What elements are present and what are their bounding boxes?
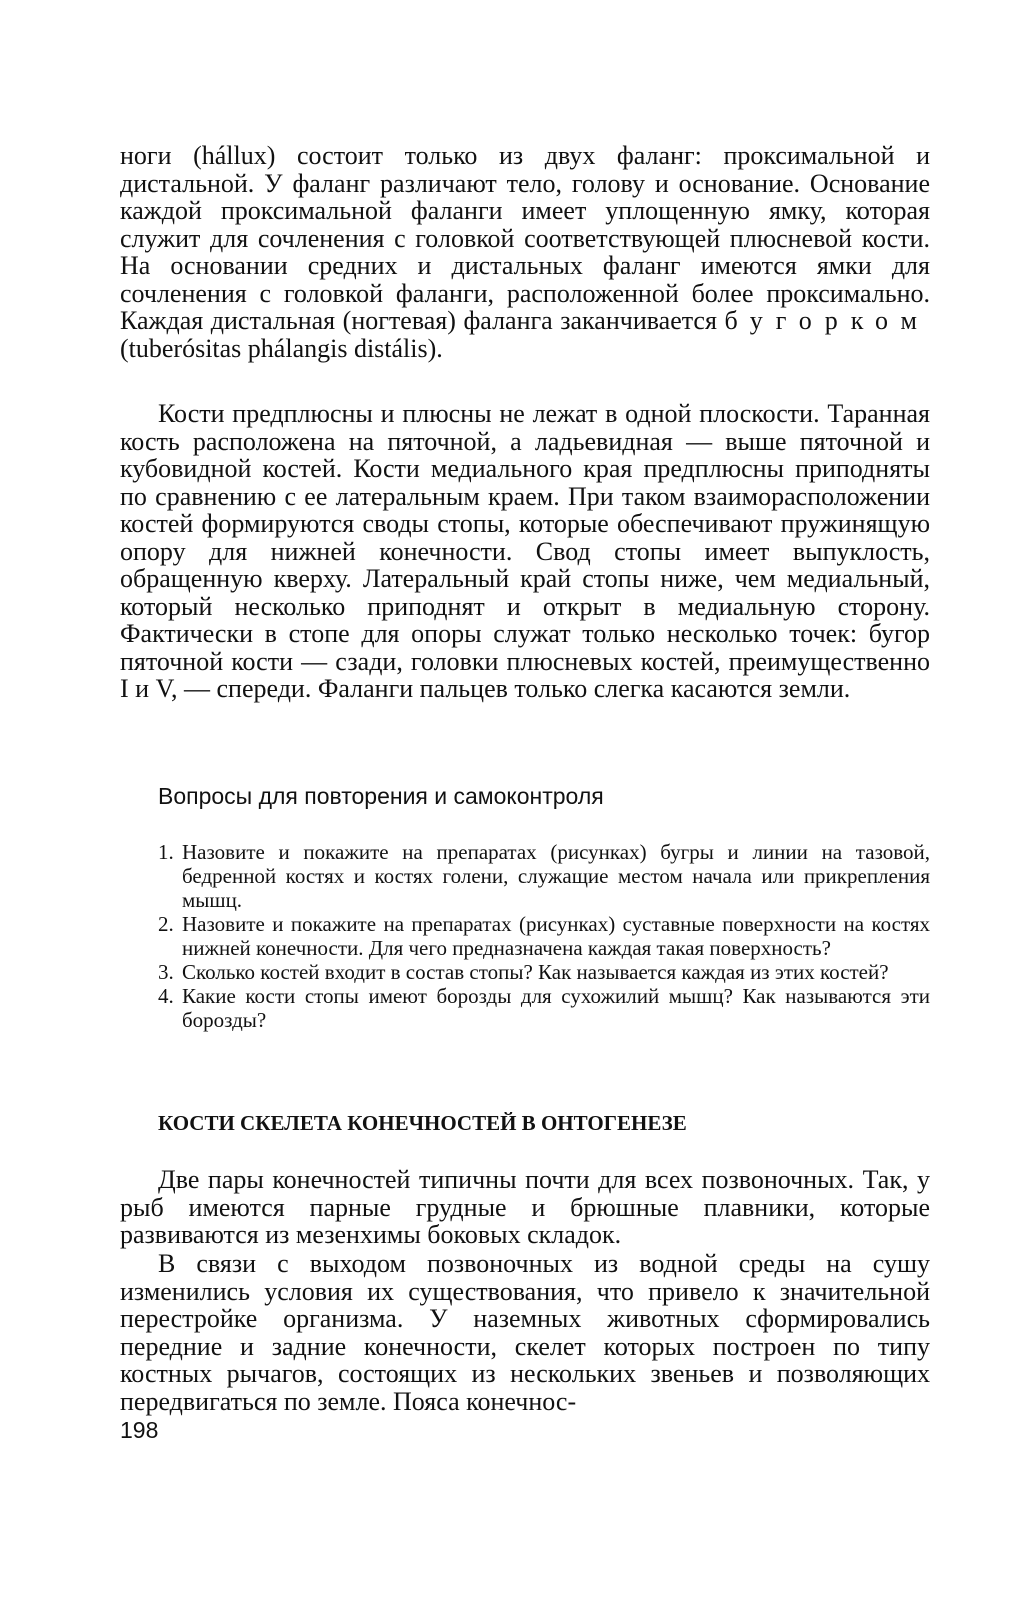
question-number: 2.: [158, 912, 174, 936]
paragraph-foot-arches: Кости предплюсны и плюсны не лежат в одной плоскости. Таранная кость расположена на пяточной, а ладьевидная — выше пяточной и кубовидной костей. Кости медиального края предплюсны приподняты по сравнению с ее латеральным краем. При таком взаиморасположении костей формируются своды стопы, которые обеспечивают пружинящую опору для нижней конечности. Свод стопы имеет выпуклость, обращенную кверху. Латеральный край стопы ниже, чем медиальный, который несколько приподнят и открыт в медиальную сторону. Фактически в стопе для опоры служат только несколько точек: бугор пяточной кости — сзади, головки плюсневых костей, преимущественно I и V, — спереди. Фаланги пальцев только слегка касаются земли.: [120, 399, 930, 703]
paragraph-paired-limbs: Две пары конечностей типичны почти для всех позвоночных. Так, у рыб имеются парные грудные и брюшные плавники, которые развиваются из мезенхимы боковых складок.: [120, 1165, 930, 1249]
spaced-term-tubercle: бугорком: [724, 306, 930, 335]
paragraph-phalanges-text: ноги (hállux) состоит только из двух фаланг: проксимальной и дистальной. У фаланг различают тело, голову и основание. Основание каждой проксимальной фаланги имеет уплощенную ямку, которая служит для сочленения с головкой соответствующей плюсневой кости. На основании средних и дистальных фаланг имеются ямки для сочленения с головкой фаланги, расположенной более проксимально. Каждая дистальная (ногтевая) фаланга заканчивается: [120, 141, 930, 335]
question-text: Какие кости стопы имеют борозды для сухожилий мышц? Как называются эти борозды?: [182, 984, 930, 1032]
page-number: 198: [120, 1417, 159, 1443]
question-number: 3.: [158, 960, 174, 984]
question-item: [158, 960, 930, 984]
paragraph-land-adaptation: В связи с выходом позвоночных из водной среды на сушу изменились условия их существования, что привело к значительной перестройке организма. У наземных животных сформировались передние и задние конечности, скелет которых построен по типу костных рычагов, состоящих из нескольких звеньев и позволяющих передвигаться по земле. Пояса конечнос-: [120, 1249, 930, 1416]
question-number: 1.: [158, 840, 174, 864]
questions-list: [158, 840, 930, 1032]
question-text: Назовите и покажите на препаратах (рисунках) бугры и линии на тазовой, бедренной костях и костях голени, служащие местом начала или прикрепления мышц.: [182, 840, 930, 912]
question-number: 4.: [158, 984, 174, 1008]
question-item: [158, 984, 930, 1032]
section-title: КОСТИ СКЕЛЕТА КОНЕЧНОСТЕЙ В ОНТОГЕНЕЗЕ: [158, 1111, 687, 1135]
paragraph-phalanges-latin: (tuberósitas phálangis distális).: [120, 333, 443, 363]
question-text: Сколько костей входит в состав стопы? Как называется каждая из этих костей?: [182, 960, 889, 984]
question-text: Назовите и покажите на препаратах (рисунках) суставные поверхности на костях нижней конечности. Для чего предназначена каждая такая поверхность?: [182, 912, 930, 960]
questions-heading: Вопросы для повторения и самоконтроля: [158, 783, 604, 809]
paragraph-phalanges: [120, 142, 930, 362]
question-item: [158, 840, 930, 912]
question-item: [158, 912, 930, 960]
